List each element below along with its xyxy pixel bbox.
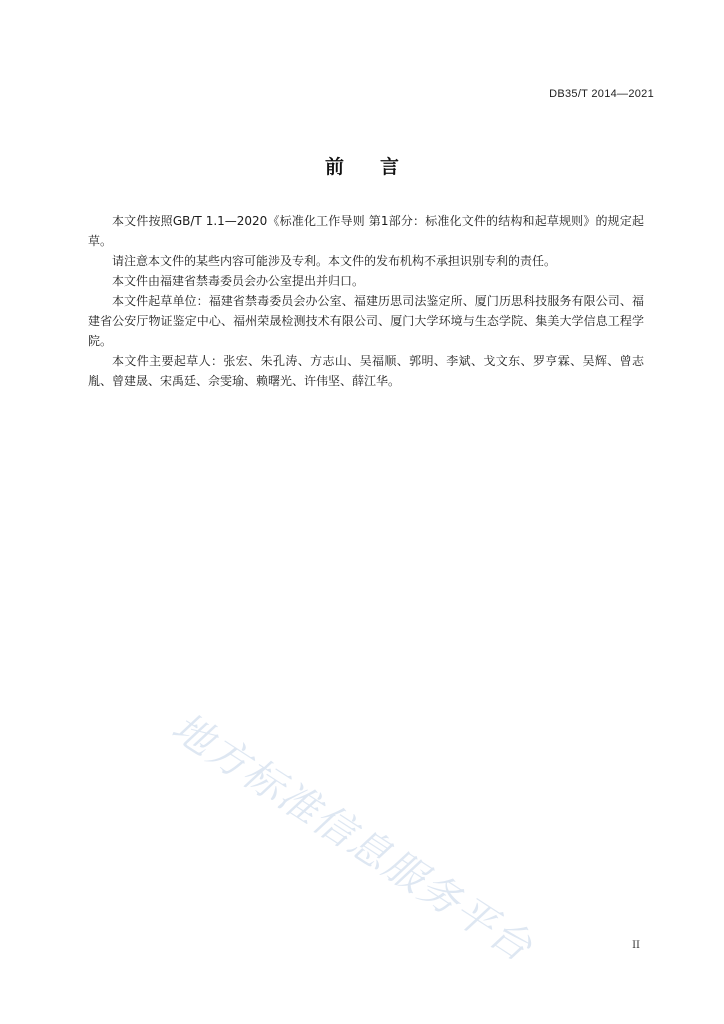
paragraph-patent-notice: 请注意本文件的某些内容可能涉及专利。本文件的发布机构不承担识别专利的责任。 xyxy=(112,254,557,268)
paragraph-drafters: 本文件主要起草人：张宏、朱孔涛、方志山、吴福顺、郭明、李斌、戈文东、罗亨霖、吴辉、曾志胤、曾建晟、宋禹廷、佘雯瑜、赖曙光、许伟坚、薛江华。 xyxy=(88,354,644,388)
page-title: 前言 xyxy=(324,156,435,178)
page-number: II xyxy=(632,940,640,951)
watermark: 地方标准信息服务平台 xyxy=(163,704,541,972)
paragraph-drafting-rules: 本文件按照GB/T 1.1—2020《标准化工作导则 第1部分：标准化文件的结构和起草规则》的规定起草。 xyxy=(88,214,644,248)
document-code: DB35/T 2014—2021 xyxy=(549,88,654,100)
paragraph-drafting-units: 本文件起草单位：福建省禁毒委员会办公室、福建历思司法鉴定所、厦门历思科技服务有限公司、福建省公安厅物证鉴定中心、福州荣晟检测技术有限公司、厦门大学环境与生态学院、集美大学信息工程学院。 xyxy=(88,294,644,348)
paragraph-proposer: 本文件由福建省禁毒委员会办公室提出并归口。 xyxy=(112,274,365,288)
foreword-body xyxy=(88,211,644,391)
